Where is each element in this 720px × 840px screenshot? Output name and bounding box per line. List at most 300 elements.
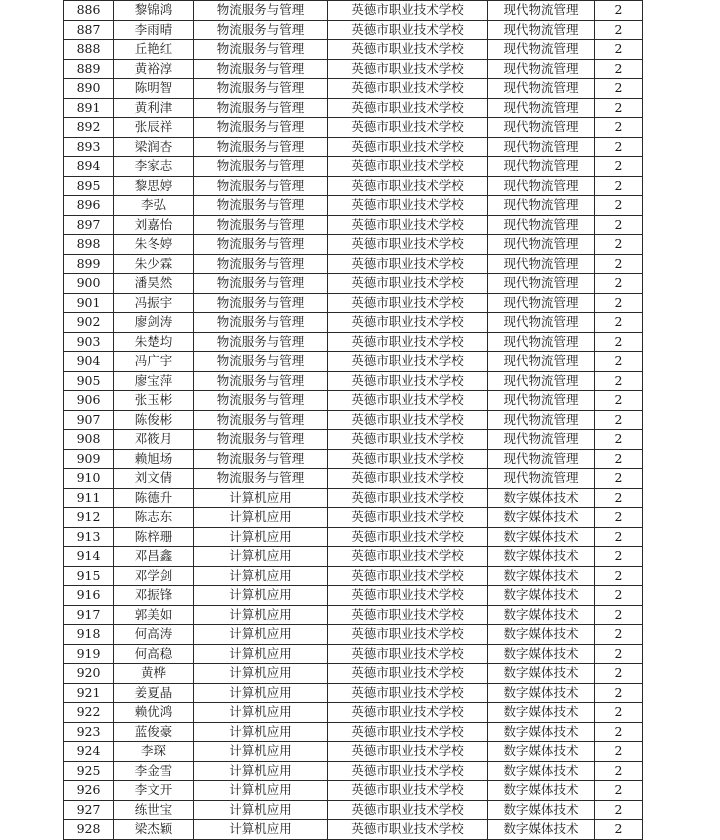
table-row [64,196,643,216]
major-cell: 物流服务与管理 [194,1,328,21]
school-cell: 英德市职业技术学校 [328,566,488,586]
school-cell: 英德市职业技术学校 [328,586,488,606]
table-row [64,254,643,274]
table-row [64,40,643,60]
school-cell: 英德市职业技术学校 [328,820,488,840]
table-row [64,625,643,645]
target-major-cell: 现代物流管理 [488,137,595,157]
student-name-cell: 邓筱月 [114,430,194,450]
level-cell: 2 [595,176,643,196]
target-major-cell: 现代物流管理 [488,274,595,294]
level-cell: 2 [595,293,643,313]
serial-number-cell: 890 [64,79,114,99]
level-cell: 2 [595,547,643,567]
level-cell: 2 [595,137,643,157]
target-major-cell: 现代物流管理 [488,430,595,450]
school-cell: 英德市职业技术学校 [328,254,488,274]
table-row [64,527,643,547]
table-row [64,566,643,586]
serial-number-cell: 927 [64,800,114,820]
school-cell: 英德市职业技术学校 [328,176,488,196]
student-name-cell: 黄利津 [114,98,194,118]
table-row [64,644,643,664]
serial-number-cell: 901 [64,293,114,313]
major-cell: 物流服务与管理 [194,157,328,177]
student-name-cell: 李文开 [114,781,194,801]
target-major-cell: 现代物流管理 [488,332,595,352]
table-row [64,508,643,528]
school-cell: 英德市职业技术学校 [328,137,488,157]
school-cell: 英德市职业技术学校 [328,527,488,547]
target-major-cell: 现代物流管理 [488,118,595,138]
student-name-cell: 刘文倩 [114,469,194,489]
serial-number-cell: 911 [64,488,114,508]
table-row [64,800,643,820]
target-major-cell: 数字媒体技术 [488,566,595,586]
major-cell: 物流服务与管理 [194,40,328,60]
major-cell: 计算机应用 [194,800,328,820]
level-cell: 2 [595,352,643,372]
serial-number-cell: 887 [64,20,114,40]
student-name-cell: 赖旭场 [114,449,194,469]
level-cell: 2 [595,215,643,235]
school-cell: 英德市职业技术学校 [328,332,488,352]
target-major-cell: 现代物流管理 [488,20,595,40]
school-cell: 英德市职业技术学校 [328,430,488,450]
level-cell: 2 [595,20,643,40]
serial-number-cell: 892 [64,118,114,138]
table-row [64,722,643,742]
target-major-cell: 现代物流管理 [488,1,595,21]
major-cell: 计算机应用 [194,488,328,508]
target-major-cell: 现代物流管理 [488,391,595,411]
table-row [64,20,643,40]
level-cell: 2 [595,722,643,742]
table-row [64,488,643,508]
target-major-cell: 数字媒体技术 [488,586,595,606]
serial-number-cell: 893 [64,137,114,157]
major-cell: 物流服务与管理 [194,293,328,313]
school-cell: 英德市职业技术学校 [328,215,488,235]
school-cell: 英德市职业技术学校 [328,59,488,79]
major-cell: 物流服务与管理 [194,215,328,235]
serial-number-cell: 925 [64,761,114,781]
school-cell: 英德市职业技术学校 [328,664,488,684]
table-row [64,683,643,703]
level-cell: 2 [595,449,643,469]
table-row [64,820,643,840]
serial-number-cell: 904 [64,352,114,372]
roster-sheet [63,0,642,840]
major-cell: 计算机应用 [194,722,328,742]
student-name-cell: 刘嘉怡 [114,215,194,235]
target-major-cell: 现代物流管理 [488,40,595,60]
level-cell: 2 [595,371,643,391]
serial-number-cell: 924 [64,742,114,762]
student-name-cell: 李金雪 [114,761,194,781]
serial-number-cell: 909 [64,449,114,469]
target-major-cell: 数字媒体技术 [488,644,595,664]
school-cell: 英德市职业技术学校 [328,410,488,430]
serial-number-cell: 917 [64,605,114,625]
major-cell: 计算机应用 [194,820,328,840]
serial-number-cell: 895 [64,176,114,196]
major-cell: 物流服务与管理 [194,235,328,255]
student-name-cell: 张辰祥 [114,118,194,138]
table-row [64,157,643,177]
major-cell: 计算机应用 [194,703,328,723]
student-name-cell: 练世宝 [114,800,194,820]
major-cell: 物流服务与管理 [194,196,328,216]
school-cell: 英德市职业技术学校 [328,293,488,313]
student-name-cell: 郭美如 [114,605,194,625]
table-row [64,137,643,157]
serial-number-cell: 916 [64,586,114,606]
level-cell: 2 [595,235,643,255]
student-name-cell: 赖优鸿 [114,703,194,723]
table-row [64,215,643,235]
school-cell: 英德市职业技术学校 [328,1,488,21]
table-row [64,469,643,489]
level-cell: 2 [595,605,643,625]
major-cell: 计算机应用 [194,644,328,664]
student-name-cell: 黎锦鸿 [114,1,194,21]
student-name-cell: 冯振宇 [114,293,194,313]
serial-number-cell: 923 [64,722,114,742]
table-row [64,449,643,469]
school-cell: 英德市职业技术学校 [328,352,488,372]
level-cell: 2 [595,527,643,547]
serial-number-cell: 886 [64,1,114,21]
level-cell: 2 [595,118,643,138]
roster-body [64,1,643,840]
school-cell: 英德市职业技术学校 [328,449,488,469]
target-major-cell: 数字媒体技术 [488,722,595,742]
school-cell: 英德市职业技术学校 [328,703,488,723]
table-row [64,742,643,762]
target-major-cell: 现代物流管理 [488,59,595,79]
major-cell: 物流服务与管理 [194,352,328,372]
level-cell: 2 [595,781,643,801]
student-name-cell: 梁润杏 [114,137,194,157]
student-name-cell: 廖宝萍 [114,371,194,391]
major-cell: 计算机应用 [194,761,328,781]
serial-number-cell: 897 [64,215,114,235]
target-major-cell: 数字媒体技术 [488,683,595,703]
major-cell: 物流服务与管理 [194,371,328,391]
table-row [64,1,643,21]
serial-number-cell: 921 [64,683,114,703]
major-cell: 物流服务与管理 [194,98,328,118]
student-name-cell: 潘昊然 [114,274,194,294]
target-major-cell: 数字媒体技术 [488,508,595,528]
major-cell: 计算机应用 [194,664,328,684]
student-name-cell: 黄裕淳 [114,59,194,79]
level-cell: 2 [595,79,643,99]
target-major-cell: 现代物流管理 [488,410,595,430]
target-major-cell: 数字媒体技术 [488,605,595,625]
school-cell: 英德市职业技术学校 [328,274,488,294]
major-cell: 物流服务与管理 [194,176,328,196]
school-cell: 英德市职业技术学校 [328,98,488,118]
school-cell: 英德市职业技术学校 [328,469,488,489]
major-cell: 计算机应用 [194,508,328,528]
level-cell: 2 [595,313,643,333]
target-major-cell: 现代物流管理 [488,371,595,391]
student-name-cell: 朱少霖 [114,254,194,274]
level-cell: 2 [595,332,643,352]
table-row [64,586,643,606]
student-name-cell: 梁杰颖 [114,820,194,840]
student-name-cell: 朱楚均 [114,332,194,352]
serial-number-cell: 928 [64,820,114,840]
level-cell: 2 [595,196,643,216]
target-major-cell: 现代物流管理 [488,98,595,118]
serial-number-cell: 907 [64,410,114,430]
serial-number-cell: 898 [64,235,114,255]
roster-table [63,0,643,840]
school-cell: 英德市职业技术学校 [328,118,488,138]
major-cell: 物流服务与管理 [194,274,328,294]
student-name-cell: 邓振锋 [114,586,194,606]
major-cell: 物流服务与管理 [194,137,328,157]
major-cell: 物流服务与管理 [194,391,328,411]
serial-number-cell: 913 [64,527,114,547]
table-row [64,352,643,372]
major-cell: 物流服务与管理 [194,469,328,489]
school-cell: 英德市职业技术学校 [328,157,488,177]
table-row [64,430,643,450]
serial-number-cell: 891 [64,98,114,118]
student-name-cell: 冯广宇 [114,352,194,372]
level-cell: 2 [595,469,643,489]
level-cell: 2 [595,1,643,21]
table-row [64,605,643,625]
major-cell: 物流服务与管理 [194,313,328,333]
table-row [64,547,643,567]
school-cell: 英德市职业技术学校 [328,800,488,820]
serial-number-cell: 889 [64,59,114,79]
serial-number-cell: 888 [64,40,114,60]
table-row [64,79,643,99]
student-name-cell: 黄桦 [114,664,194,684]
table-row [64,118,643,138]
student-name-cell: 何高稳 [114,644,194,664]
major-cell: 计算机应用 [194,742,328,762]
school-cell: 英德市职业技术学校 [328,79,488,99]
target-major-cell: 现代物流管理 [488,79,595,99]
target-major-cell: 数字媒体技术 [488,761,595,781]
serial-number-cell: 894 [64,157,114,177]
major-cell: 计算机应用 [194,605,328,625]
major-cell: 计算机应用 [194,566,328,586]
school-cell: 英德市职业技术学校 [328,547,488,567]
student-name-cell: 张玉彬 [114,391,194,411]
level-cell: 2 [595,625,643,645]
target-major-cell: 数字媒体技术 [488,781,595,801]
table-row [64,664,643,684]
serial-number-cell: 896 [64,196,114,216]
level-cell: 2 [595,644,643,664]
level-cell: 2 [595,391,643,411]
target-major-cell: 数字媒体技术 [488,742,595,762]
student-name-cell: 李琛 [114,742,194,762]
school-cell: 英德市职业技术学校 [328,722,488,742]
level-cell: 2 [595,430,643,450]
level-cell: 2 [595,820,643,840]
student-name-cell: 丘艳红 [114,40,194,60]
target-major-cell: 现代物流管理 [488,254,595,274]
serial-number-cell: 926 [64,781,114,801]
serial-number-cell: 906 [64,391,114,411]
level-cell: 2 [595,98,643,118]
school-cell: 英德市职业技术学校 [328,761,488,781]
student-name-cell: 陈明智 [114,79,194,99]
major-cell: 物流服务与管理 [194,332,328,352]
level-cell: 2 [595,703,643,723]
table-row [64,313,643,333]
target-major-cell: 现代物流管理 [488,157,595,177]
school-cell: 英德市职业技术学校 [328,742,488,762]
target-major-cell: 现代物流管理 [488,469,595,489]
level-cell: 2 [595,761,643,781]
serial-number-cell: 920 [64,664,114,684]
level-cell: 2 [595,59,643,79]
student-name-cell: 李弘 [114,196,194,216]
serial-number-cell: 914 [64,547,114,567]
serial-number-cell: 900 [64,274,114,294]
target-major-cell: 现代物流管理 [488,235,595,255]
target-major-cell: 现代物流管理 [488,215,595,235]
student-name-cell: 陈志东 [114,508,194,528]
table-row [64,781,643,801]
major-cell: 计算机应用 [194,586,328,606]
target-major-cell: 数字媒体技术 [488,820,595,840]
table-row [64,703,643,723]
major-cell: 计算机应用 [194,683,328,703]
table-row [64,98,643,118]
serial-number-cell: 905 [64,371,114,391]
target-major-cell: 数字媒体技术 [488,527,595,547]
table-row [64,332,643,352]
school-cell: 英德市职业技术学校 [328,235,488,255]
school-cell: 英德市职业技术学校 [328,196,488,216]
school-cell: 英德市职业技术学校 [328,40,488,60]
school-cell: 英德市职业技术学校 [328,508,488,528]
major-cell: 物流服务与管理 [194,20,328,40]
school-cell: 英德市职业技术学校 [328,644,488,664]
student-name-cell: 陈俊彬 [114,410,194,430]
student-name-cell: 邓昌鑫 [114,547,194,567]
level-cell: 2 [595,566,643,586]
serial-number-cell: 910 [64,469,114,489]
table-row [64,761,643,781]
student-name-cell: 朱冬婷 [114,235,194,255]
school-cell: 英德市职业技术学校 [328,488,488,508]
table-row [64,410,643,430]
major-cell: 物流服务与管理 [194,59,328,79]
target-major-cell: 数字媒体技术 [488,488,595,508]
serial-number-cell: 918 [64,625,114,645]
serial-number-cell: 903 [64,332,114,352]
level-cell: 2 [595,664,643,684]
table-row [64,391,643,411]
school-cell: 英德市职业技术学校 [328,683,488,703]
target-major-cell: 现代物流管理 [488,176,595,196]
target-major-cell: 数字媒体技术 [488,547,595,567]
major-cell: 计算机应用 [194,781,328,801]
major-cell: 计算机应用 [194,527,328,547]
major-cell: 物流服务与管理 [194,410,328,430]
student-name-cell: 李雨晴 [114,20,194,40]
student-name-cell: 廖剑涛 [114,313,194,333]
school-cell: 英德市职业技术学校 [328,313,488,333]
major-cell: 物流服务与管理 [194,430,328,450]
student-name-cell: 陈德升 [114,488,194,508]
major-cell: 物流服务与管理 [194,79,328,99]
major-cell: 计算机应用 [194,547,328,567]
level-cell: 2 [595,40,643,60]
table-row [64,176,643,196]
target-major-cell: 数字媒体技术 [488,800,595,820]
target-major-cell: 现代物流管理 [488,352,595,372]
student-name-cell: 邓学剑 [114,566,194,586]
table-row [64,371,643,391]
school-cell: 英德市职业技术学校 [328,625,488,645]
student-name-cell: 黎思婷 [114,176,194,196]
level-cell: 2 [595,683,643,703]
student-name-cell: 李家志 [114,157,194,177]
serial-number-cell: 922 [64,703,114,723]
target-major-cell: 数字媒体技术 [488,664,595,684]
target-major-cell: 现代物流管理 [488,449,595,469]
target-major-cell: 数字媒体技术 [488,625,595,645]
level-cell: 2 [595,800,643,820]
serial-number-cell: 919 [64,644,114,664]
target-major-cell: 数字媒体技术 [488,703,595,723]
serial-number-cell: 915 [64,566,114,586]
student-name-cell: 蓝俊豪 [114,722,194,742]
table-row [64,59,643,79]
level-cell: 2 [595,586,643,606]
major-cell: 计算机应用 [194,625,328,645]
serial-number-cell: 908 [64,430,114,450]
student-name-cell: 陈梓珊 [114,527,194,547]
table-row [64,235,643,255]
target-major-cell: 现代物流管理 [488,293,595,313]
level-cell: 2 [595,742,643,762]
table-row [64,274,643,294]
level-cell: 2 [595,157,643,177]
serial-number-cell: 912 [64,508,114,528]
level-cell: 2 [595,274,643,294]
student-name-cell: 姜夏晶 [114,683,194,703]
student-name-cell: 何高涛 [114,625,194,645]
level-cell: 2 [595,488,643,508]
school-cell: 英德市职业技术学校 [328,605,488,625]
level-cell: 2 [595,508,643,528]
target-major-cell: 现代物流管理 [488,196,595,216]
school-cell: 英德市职业技术学校 [328,20,488,40]
school-cell: 英德市职业技术学校 [328,371,488,391]
major-cell: 物流服务与管理 [194,118,328,138]
level-cell: 2 [595,254,643,274]
major-cell: 物流服务与管理 [194,449,328,469]
table-row [64,293,643,313]
school-cell: 英德市职业技术学校 [328,781,488,801]
major-cell: 物流服务与管理 [194,254,328,274]
target-major-cell: 现代物流管理 [488,313,595,333]
